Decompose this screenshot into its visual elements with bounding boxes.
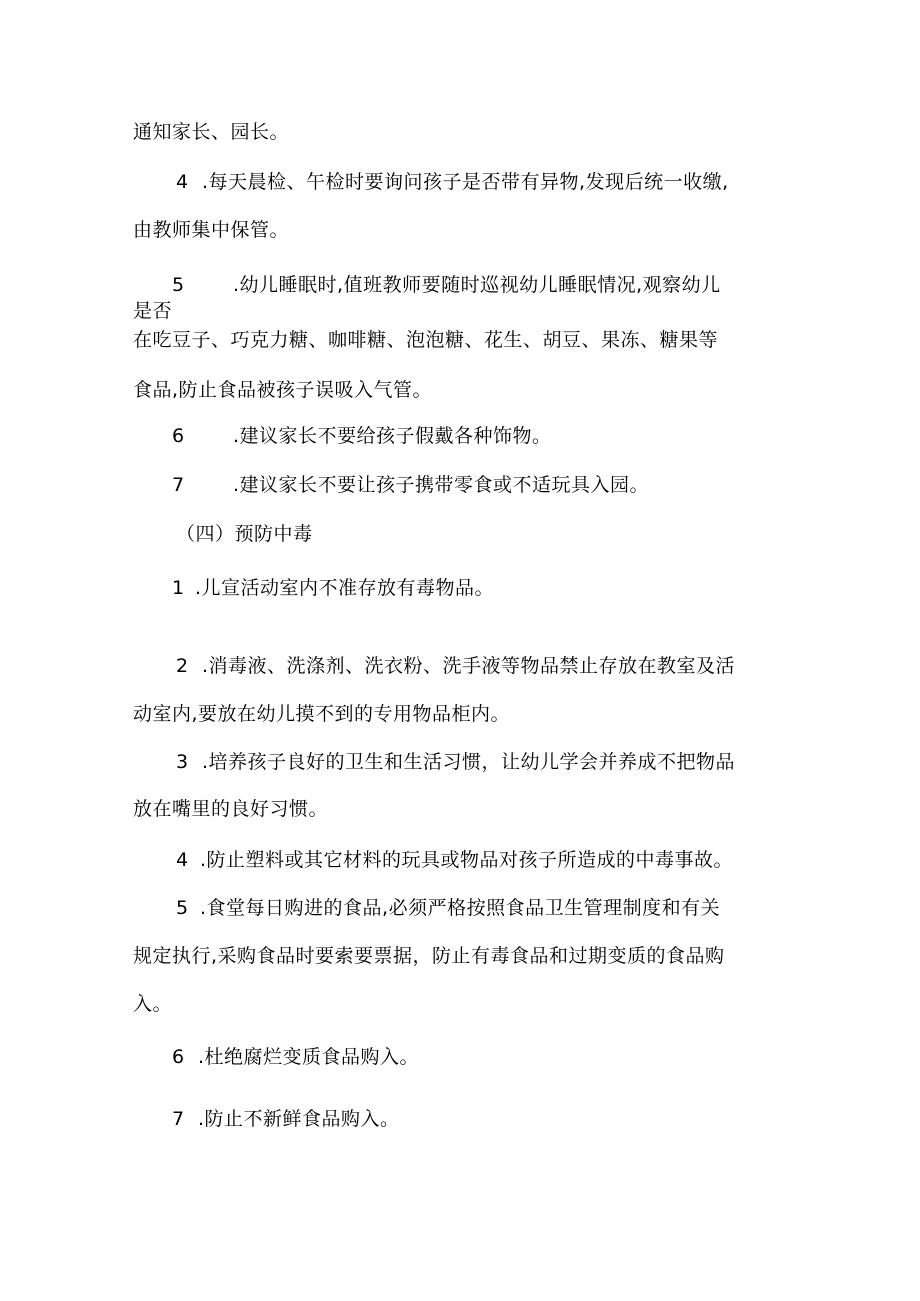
line-text: .建议家长不要给孩子假戴各种饰物。 [233,425,552,447]
item-number: 5 [172,274,185,296]
item-number: 7 [172,1108,185,1130]
line-text: .建议家长不要让孩子携带零食或不适玩具入园。 [233,474,650,496]
list-item [172,576,494,600]
line-text: 规定执行,采购食品时要索要票据，防止有毒食品和过期变质的食品购 [133,945,725,967]
line-text: 食品,防止食品被孩子误吸入气管。 [133,379,433,401]
item-number: 2 [176,655,189,677]
paragraph-line [133,299,172,323]
line-text: .消毒液、洗涤剂、洗衣粉、洗手液等物品禁止存放在教室及活 [202,655,736,677]
item-number: 1 [172,577,185,599]
paragraph-line [133,944,725,968]
item-number: 4 [176,171,189,193]
item-number: 6 [172,1046,185,1068]
list-item [176,896,720,920]
list-item [176,848,733,872]
paragraph-line [133,218,289,242]
item-number: 3 [176,751,189,773]
list-item [172,273,721,297]
item-number: 4 [176,849,189,871]
line-text: 是否 [133,300,173,322]
line-text: .儿宣活动室内不准存放有毒物品。 [195,577,495,599]
paragraph-line [133,702,510,726]
paragraph-line [133,328,718,352]
paragraph-line [133,797,328,821]
line-text: .杜绝腐烂变质食品购入。 [198,1046,420,1068]
list-item [172,1045,419,1069]
line-text: 由教师集中保管。 [133,219,290,241]
list-item [176,750,735,774]
line-text: 入。 [133,993,173,1015]
item-number: 5 [176,897,189,919]
paragraph-line [133,992,172,1016]
line-text: .防止塑料或其它材料的玩具或物品对孩子所造成的中毒事故。 [200,849,734,871]
list-item [172,473,649,497]
paragraph-line [133,120,289,144]
section-heading [176,522,313,546]
list-item [172,1107,400,1131]
list-item [172,424,552,448]
paragraph-line [133,378,432,402]
line-text: 在吃豆子、巧克力糖、咖啡糖、泡泡糖、花生、胡豆、果冻、糖果等 [133,329,719,351]
line-text: .食堂每日购进的食品,必须严格按照食品卫生管理制度和有关 [200,897,721,919]
line-text: （四）预防中毒 [176,523,313,545]
list-item [176,170,729,194]
line-text: 动室内,要放在幼儿摸不到的专用物品柜内。 [133,703,511,725]
item-number: 7 [172,474,185,496]
line-text: .培养孩子良好的卫生和生活习惯，让幼儿学会并养成不把物品 [202,751,736,773]
item-number: 6 [172,425,185,447]
line-text: .防止不新鲜食品购入。 [198,1108,400,1130]
line-text: 放在嘴里的良好习惯。 [133,798,329,820]
list-item [176,654,735,678]
line-text: 通知家长、园长。 [133,121,290,143]
line-text: .幼儿睡眠时,值班教师要随时巡视幼儿睡眠情况,观察幼儿 [233,274,721,296]
line-text: .每天晨检、午检时要询问孩子是否带有异物,发现后统一收缴, [202,171,729,193]
